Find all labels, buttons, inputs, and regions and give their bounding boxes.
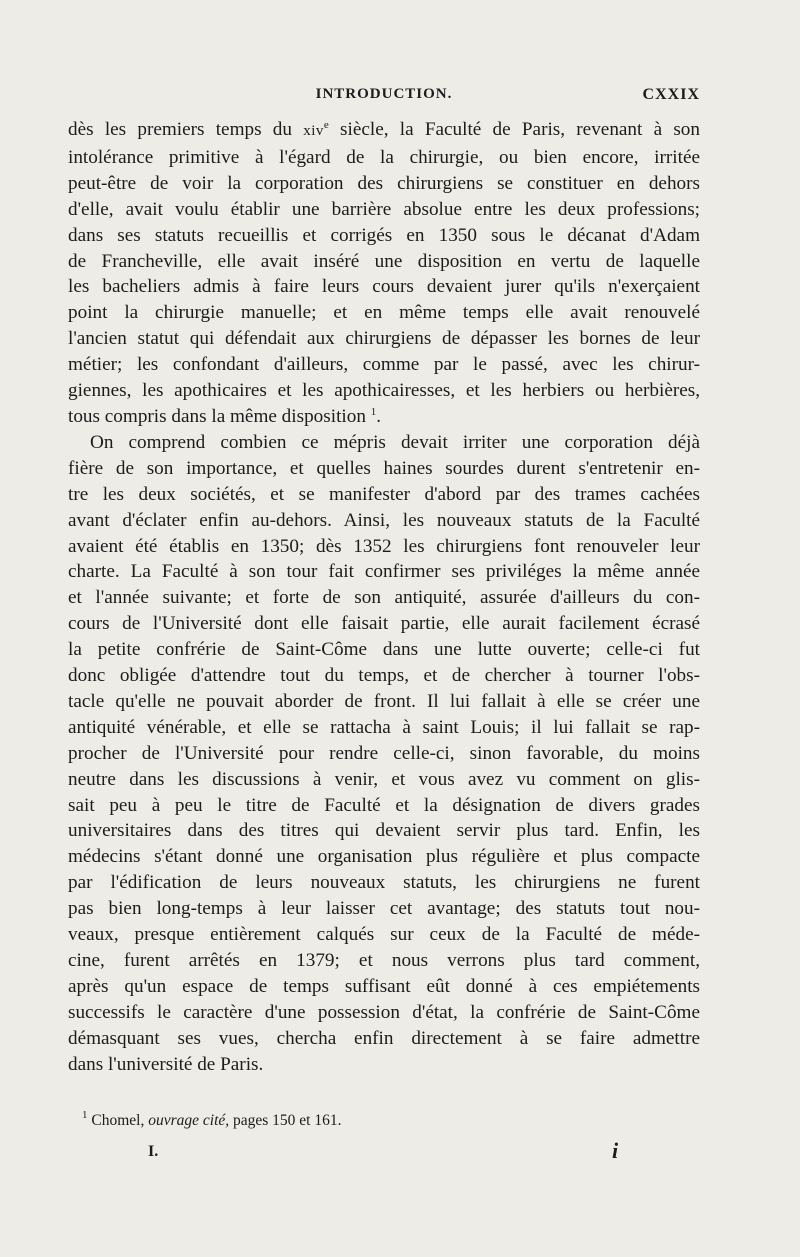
text-line: intolérance primitive à l'égard de la chirurgie, ou bien encore, irritée — [68, 146, 700, 168]
text-line: charte. La Faculté à son tour fait confirmer ses priviléges la même année — [68, 561, 700, 583]
text-line: avaient été établis en 1350; dès 1352 les chirurgiens font renouveler leur — [68, 535, 700, 557]
text-line: tous compris dans la même disposition $^1$. — [68, 405, 382, 427]
body-text — [68, 117, 700, 1078]
page-header — [68, 86, 700, 110]
text-line: neutre dans les discussions à venir, et vous avez vu comment on glis- — [68, 768, 700, 790]
text-line: donc obligée d'attendre tout du temps, et de chercher à tourner l'obs- — [68, 665, 700, 687]
century-superscript: e — [323, 119, 329, 131]
text-line: après qu'un espace de temps suffisant eût donné à ces empiétements — [68, 975, 700, 997]
text-line: giennes, les apothicaires et les apothicairesses, et les herbiers ou herbières, — [68, 380, 700, 402]
text-line: cine, furent arrêtés en 1379; et nous verrons plus tard comment, — [68, 950, 700, 971]
page-number: CXXIX — [642, 86, 700, 103]
century-numeral: xiv — [303, 123, 324, 139]
text-line: et l'année suivante; et forte de son antiquité, assurée d'ailleurs du con- — [68, 587, 700, 609]
text-line: point la chirurgie manuelle; et en même temps elle avait renouvelé — [68, 302, 700, 324]
signature-mark: I. — [148, 1143, 159, 1160]
footnote-source: ouvrage cité, — [148, 1112, 230, 1129]
text-line: fière de son importance, et quelles haines sourdes durent s'entretenir en- — [68, 457, 700, 479]
footnote-marker: 1 — [82, 1109, 88, 1121]
text-line: métier; les confondant d'ailleurs, comme par le passé, avec les chirur- — [68, 354, 700, 376]
text-line: de Francheville, elle avait inséré une disposition en vertu de laquelle — [68, 250, 700, 272]
footnote — [82, 1109, 682, 1130]
text-line: antiquité vénérable, et elle se rattacha à saint Louis; il lui fallait se rap- — [68, 716, 700, 738]
footnote-author: Chomel, — [91, 1112, 145, 1129]
text-line: médecins s'étant donné une organisation plus régulière et plus compacte — [68, 846, 700, 868]
text-line: par l'édification de leurs nouveaux statuts, les chirurgiens ne furent — [68, 872, 700, 894]
text-line: la petite confrérie de Saint-Côme dans une lutte ouverte; celle-ci fut — [68, 639, 700, 661]
text-line: démasquant ses vues, chercha enfin directement à se faire admettre — [68, 1027, 700, 1049]
text-line: pas bien long-temps à leur laisser cet avantage; des statuts tout nou- — [68, 898, 700, 920]
text-line: dès les premiers temps du xiv$^e$ siècle, la Faculté de Paris, revenant à son — [68, 119, 700, 140]
text-line: d'elle, avait voulu établir une barrière absolue entre les deux professions; — [68, 198, 700, 220]
text-line: avant d'éclater enfin au-dehors. Ainsi, les nouveaux statuts de la Faculté — [68, 509, 700, 531]
text-line: l'ancien statut qui défendait aux chirurgiens de dépasser les bornes de leur — [68, 328, 700, 350]
text-line: On comprend combien ce mépris devait irriter une corporation déjà — [90, 431, 700, 453]
text-line: tre les deux sociétés, et se manifester d'abord par des trames cachées — [68, 483, 700, 505]
text-line: procher de l'Université pour rendre celle-ci, sinon favorable, du moins — [68, 742, 700, 764]
text-line: cours de l'Université dont elle faisait partie, elle aurait facilement écrasé — [68, 613, 700, 635]
text-line: les bacheliers admis à faire leurs cours devaient jurer qu'ils n'exerçaient — [68, 276, 700, 298]
gathering-mark: i — [612, 1138, 619, 1163]
text-line: tacle qu'elle ne pouvait aborder de front. Il lui fallait à elle se créer une — [68, 690, 700, 712]
text-line: dans l'université de Paris. — [68, 1053, 264, 1075]
text-line: successifs le caractère d'une possession d'état, la confrérie de Saint-Côme — [68, 1001, 700, 1023]
text-line: veaux, presque entièrement calqués sur ceux de la Faculté de méde- — [68, 924, 700, 946]
text-line: sait peu à peu le titre de Faculté et la désignation de divers grades — [68, 794, 700, 816]
text-line: universitaires dans des titres qui devaient servir plus tard. Enfin, les — [68, 820, 700, 842]
footnote-reference[interactable]: 1 — [370, 405, 377, 418]
text-line: peut-être de voir la corporation des chirurgiens se constituer en dehors — [68, 172, 700, 194]
running-title: INTRODUCTION. — [315, 86, 453, 102]
text-line: dans ses statuts recueillis et corrigés en 1350 sous le décanat d'Adam — [68, 224, 700, 246]
footnote-pages: pages 150 et 161. — [233, 1112, 342, 1129]
